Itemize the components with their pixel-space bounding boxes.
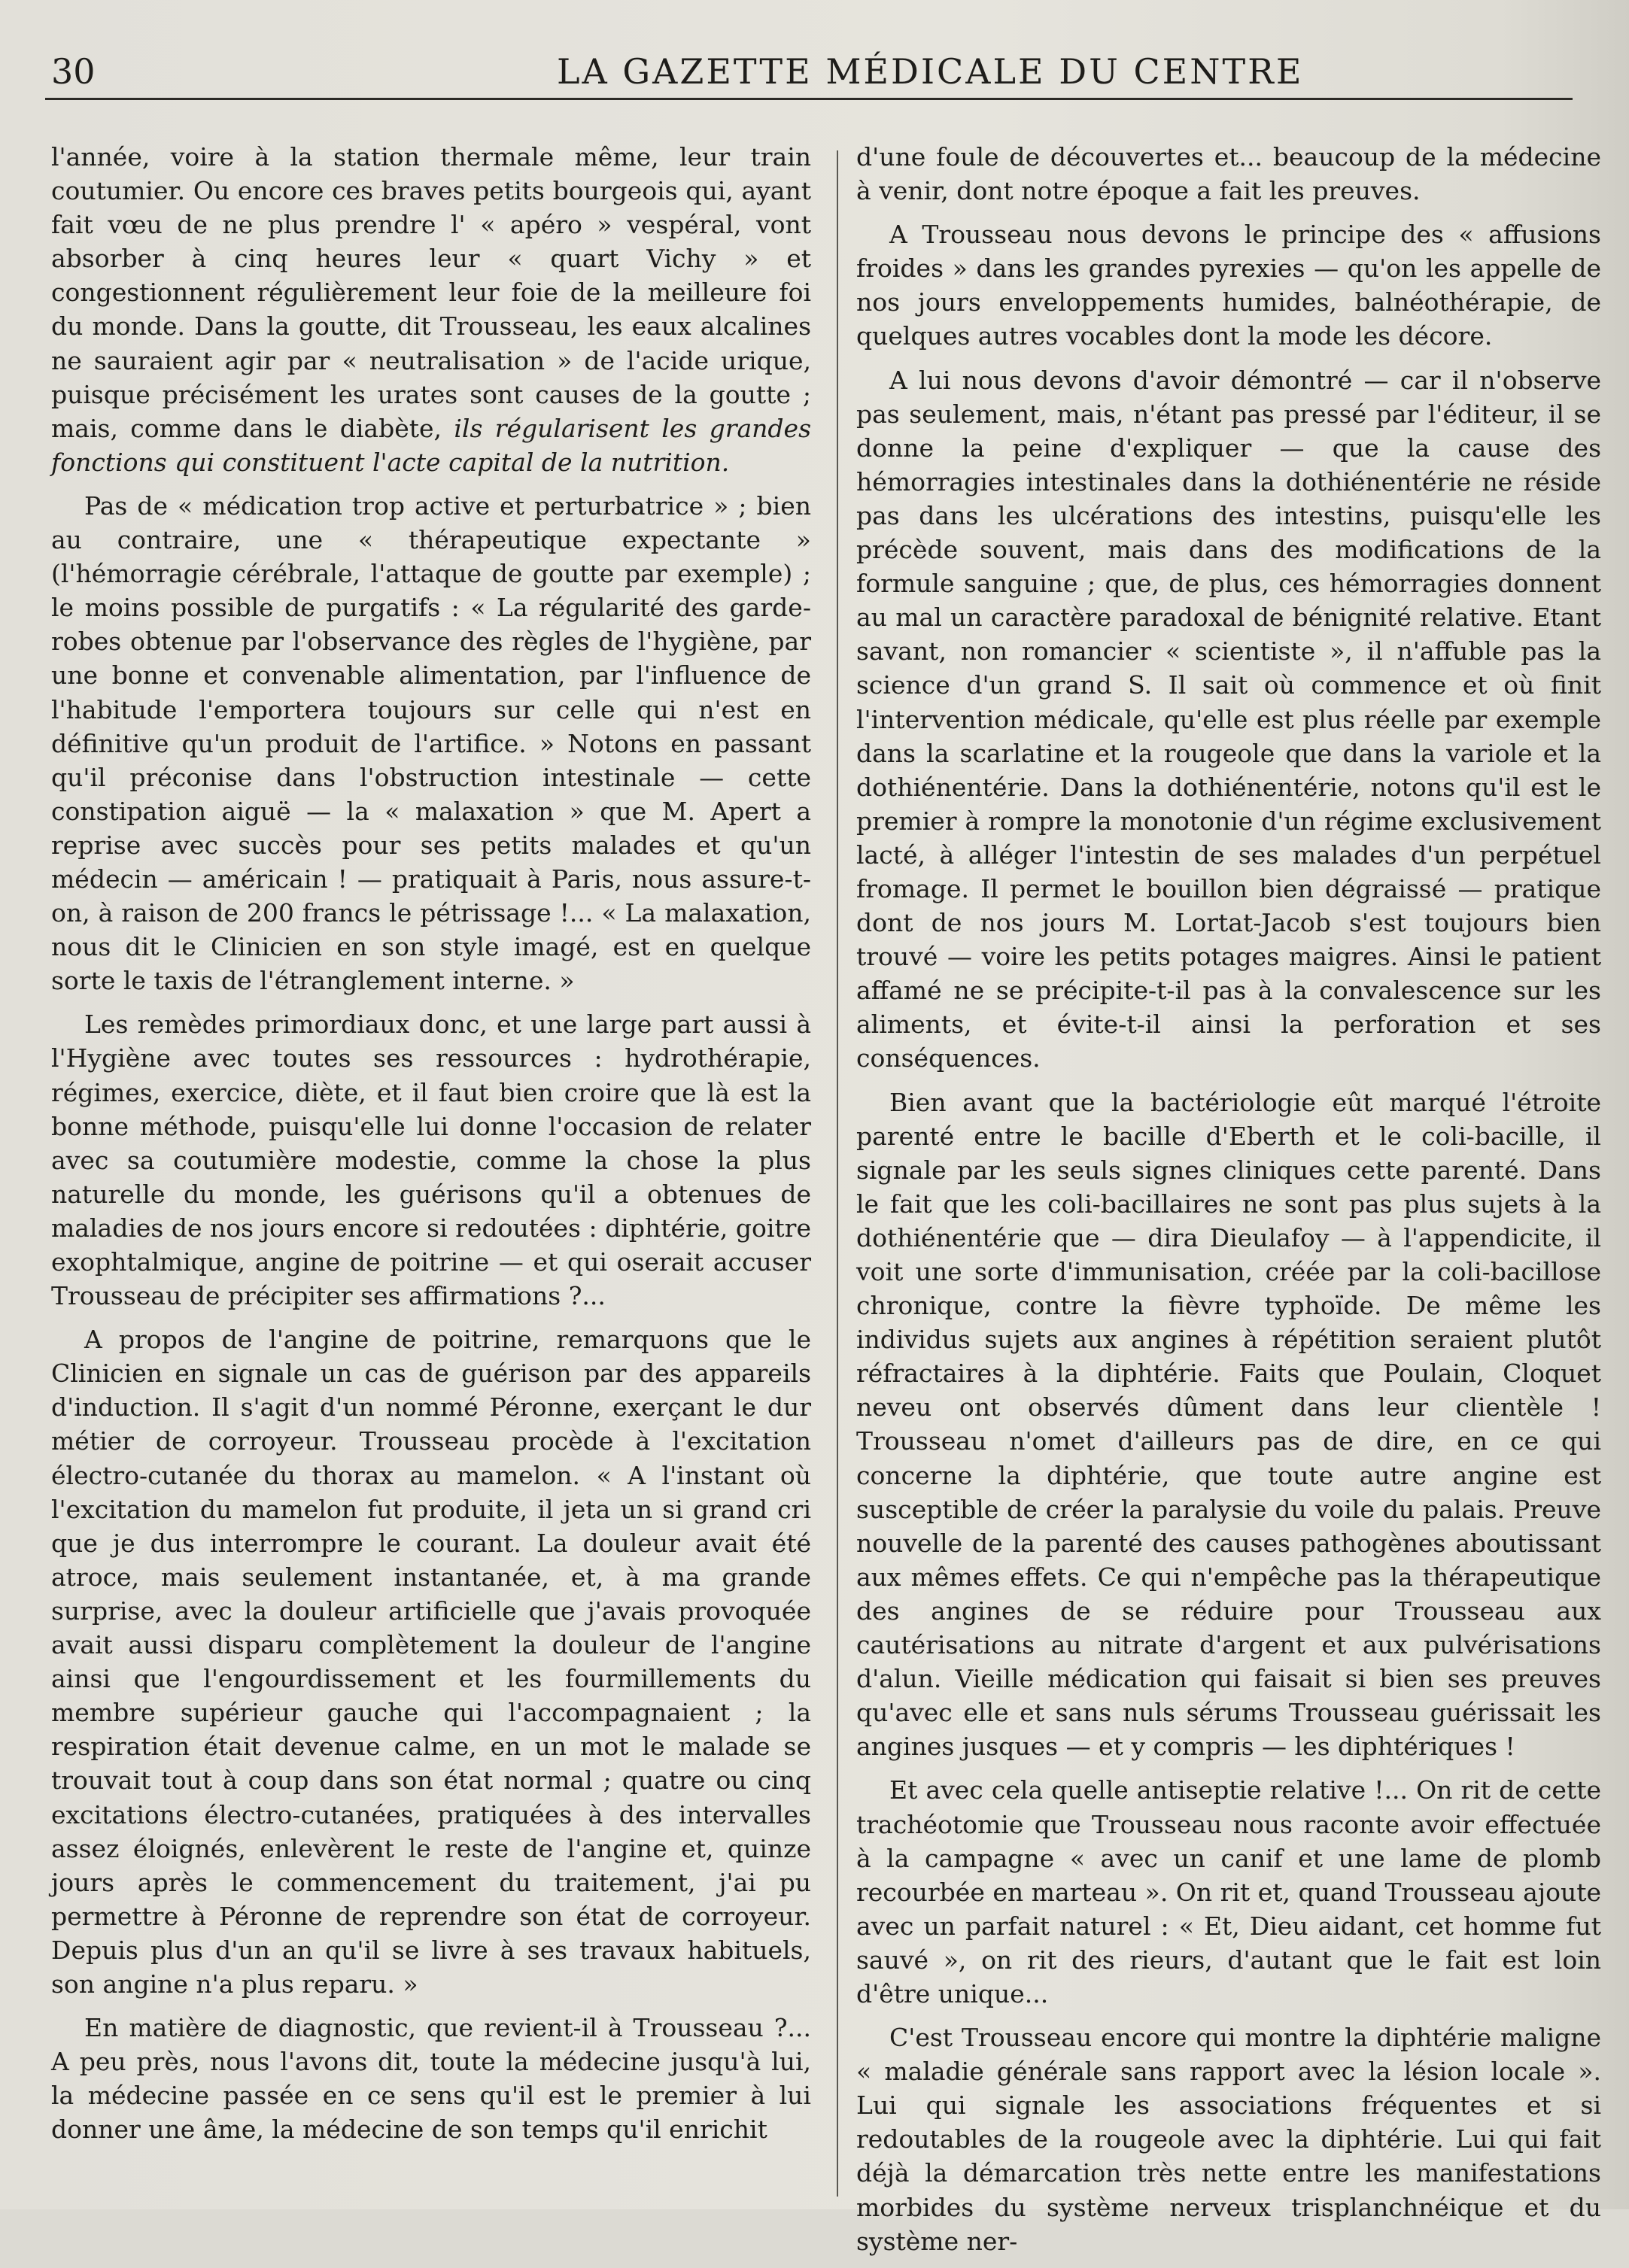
header-rule — [45, 98, 1573, 100]
page-header — [45, 36, 1580, 104]
paragraph: Les remèdes primordiaux donc, et une large part aussi à l'Hygiène avec toutes ses ressources : hydrothérapie, régimes, exercice, diète, et il faut bien croire que là est la bonne méthode, puisqu'elle lui donne l'occasion de relater avec sa coutumière modestie, comme la chose la plus naturelle du monde, les guérisons qu'il a obtenues de maladies de nos jours encore si redoutées : diphtérie, goitre exophtalmique, angine de poitrine — et qui oserait accuser Trousseau de précipiter ses affirmations ?... — [51, 1010, 811, 1311]
left-column — [51, 140, 811, 2156]
paragraph: En matière de diagnostic, que revient-il à Trousseau ?... A peu près, nous l'avons dit, toute la médecine jusqu'à lui, la médecine passée en ce sens qu'il est le premier à lui donner une âme, la médecine de son temps qu'il enrichit — [51, 2013, 811, 2145]
page-number: 30 — [51, 51, 96, 92]
paragraph: C'est Trousseau encore qui montre la diphtérie maligne « maladie générale sans rapport avec la lésion locale ». Lui qui signale les associations fréquentes et si redoutables de la rougeole avec la diphtérie. Lui qui fait déjà la démarcation très nette entre les manifestations morbides du système nerveux trisplanchnéique et du système ner- — [856, 2023, 1601, 2256]
right-column — [856, 140, 1601, 2268]
paragraph: Bien avant que la bactériologie eût marqué l'étroite parenté entre le bacille d'Eberth et le coli-bacille, il signale par les seuls signes cliniques cette parenté. Dans le fait que les coli-bacillaires ne sont pas plus sujets à la dothiénentérie que — dira Dieulafoy — à l'appendicite, il voit une sorte d'immunisation, créée par la coli-bacillose chronique, contre la fièvre typhoïde. De même les individus sujets aux angines à répétition seraient plutôt réfractaires à la diphtérie. Faits que Poulain, Cloquet neveu ont observés dûment dans leur clientèle ! Trousseau n'omet d'ailleurs pas de dire, en ce qui concerne la diphtérie, que toute autre angine est susceptible de créer la paralysie du voile du palais. Preuve nouvelle de la parenté des causes pathogènes aboutissant aux mêmes effets. Ce qui n'empêche pas la thérapeutique des angines de se réduire pour Trousseau aux cautérisations au nitrate d'argent et aux pulvérisations d'alun. Vieille médication qui faisait si bien ses preuves qu'avec elle et sans nuls sérums Trousseau guérissait les angines jusques — et y compris — les diphtériques ! — [856, 1087, 1601, 1762]
paragraph: d'une foule de découvertes et... beaucoup de la médecine à venir, dont notre époque a fait les preuves. — [856, 142, 1601, 206]
paragraph: A Trousseau nous devons le principe des « affusions froides » dans les grandes pyrexies — qu'on les appelle de nos jours enveloppements humides, balnéothérapie, de quelques autres vocables dont la mode les décore. — [856, 220, 1601, 351]
paragraph: Et avec cela quelle antiseptie relative !... On rit de cette trachéotomie que Trousseau nous raconte avoir effectuée à la campagne « avec un canif et une lame de plomb recourbée en marteau ». On rit et, quand Trousseau ajoute avec un parfait naturel : « Et, Dieu aidant, cet homme fut sauvé », on rit des rieurs, d'autant que le fait est loin d'être unique... — [856, 1775, 1601, 2008]
paragraph: A propos de l'angine de poitrine, remarquons que le Clinicien en signale un cas de guérison par des appareils d'induction. Il s'agit d'un nommé Péronne, exerçant le dur métier de corroyeur. Trousseau procède à l'excitation électro-cutanée du thorax au mamelon. « A l'instant où l'excitation du mamelon fut produite, il jeta un si grand cri que je dus interrompre le courant. La douleur avait été atroce, mais seulement instantanée, et, à ma grande surprise, avec la douleur artificielle que j'avais provoquée avait aussi disparu complètement la douleur de l'angine ainsi que l'engourdissement et les fourmillements du membre supérieur gauche qui l'accompagnaient ; la respiration était devenue calme, en un mot le malade se trouvait tout à coup dans son état normal ; quatre ou cinq excitations électro-cutanées, pratiquées à des intervalles assez éloignés, enlevèrent le reste de l'angine et, quinze jours après le commencement du traitement, j'ai pu permettre à Péronne de reprendre son état de corroyeur. Depuis plus d'un an qu'il se livre à ses travaux habituels, son angine n'a plus reparu. » — [51, 1325, 811, 1999]
paragraph-text: l'année, voire à la station thermale même, leur train coutumier. Ou encore ces braves petits bourgeois qui, ayant fait vœu de ne plus prendre l' « apéro » vespéral, vont absorber à cinq heures leur « quart Vichy » et congestionnent régulièrement leur foie de la meilleure foi du monde. Dans la goutte, dit Trousseau, les eaux alcalines ne sauraient agir par « neutralisation » de l'acide urique, puisque précisément les urates sont causes de la goutte ; mais, comme dans le diabète, — [51, 142, 811, 443]
paragraph — [51, 140, 811, 479]
paragraph: Pas de « médication trop active et perturbatrice » ; bien au contraire, une « thérapeutique expectante » (l'hémorragie cérébrale, l'attaque de goutte par exemple) ; le moins possible de purgatifs : « La régularité des garde-robes obtenue par l'observance des règles de l'hygiène, par une bonne et convenable alimentation, par l'influence de l'habitude l'emportera toujours sur celle qui n'est en définitive qu'un produit de l'artifice. » Notons en passant qu'il préconise dans l'obstruction intestinale — cette constipation aiguë — la « malaxation » que M. Apert a reprise avec succès pour ses petits malades et qu'un médecin — américain ! — pratiquait à Paris, nous assure-t-on, à raison de 200 francs le pétrissage !... « La malaxation, nous dit le Clinicien en son style imagé, est en quelque sorte le taxis de l'étranglement interne. » — [51, 490, 811, 996]
italic-quote: ils régularisent les grandes fonctions qui constituent l'acte capital de la nutrition. — [51, 413, 812, 477]
column-divider — [837, 150, 838, 2197]
running-title: LA GAZETTE MÉDICALE DU CENTRE — [557, 51, 1304, 92]
paragraph: A lui nous devons d'avoir démontré — car il n'observe pas seulement, mais, n'étant pas pressé par l'éditeur, il se donne la peine d'expliquer — que la cause des hémorragies intestinales dans la dothiénentérie ne réside pas dans les ulcérations des intestins, puisqu'elle les précède souvent, mais dans des modifications de la formule sanguine ; que, de plus, ces hémorragies donnent au mal un caractère paradoxal de bénignité relative. Etant savant, non romancier « scientiste », il n'affuble pas la science d'un grand S. Il sait où commence et où finit l'intervention médicale, qu'elle est plus réelle par exemple dans la scarlatine et la rougeole que dans la variole et la dothiénentérie. Dans la dothiénentérie, notons qu'il est le premier à rompre la monotonie d'un régime exclusivement lacté, à alléger l'intestin de ses malades d'un perpétuel fromage. Il permet le bouillon bien dégraissé — pratique dont de nos jours M. Lortat-Jacob s'est toujours bien trouvé — voire les petits potages maigres. Ainsi le patient affamé ne se précipite-t-il pas à la convalescence sur les aliments, et évite-t-il ainsi la perforation et ses conséquences. — [856, 365, 1601, 1073]
